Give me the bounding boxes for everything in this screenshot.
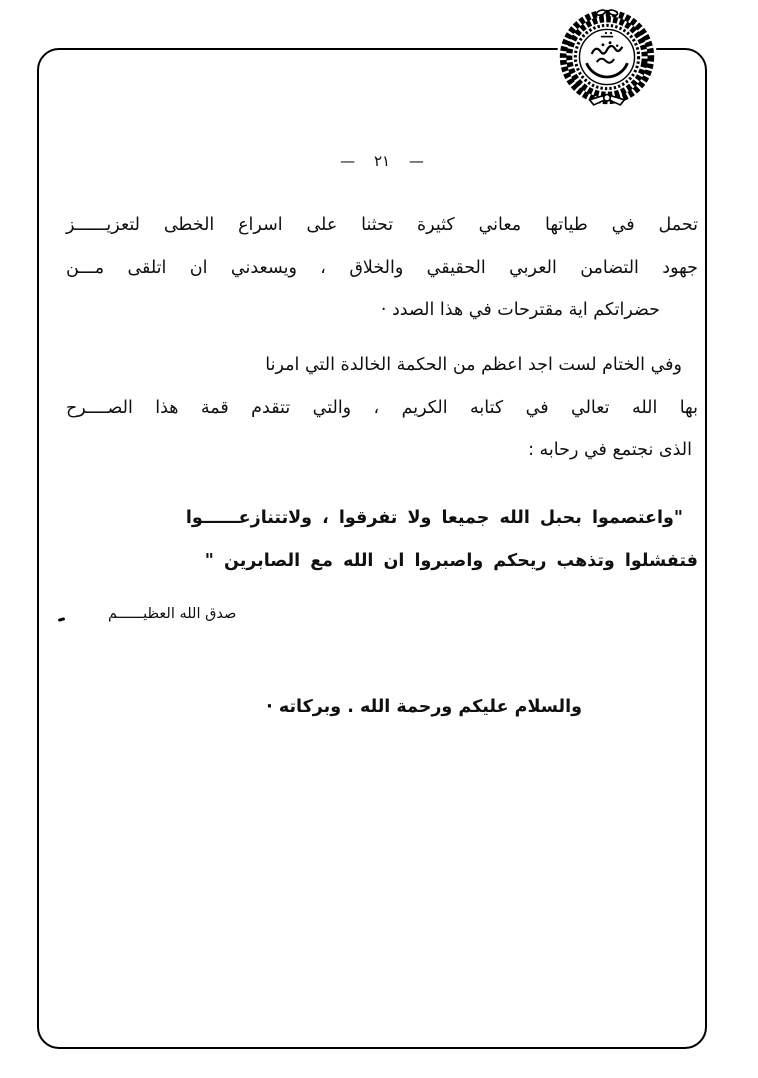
para1-line3: حضراتكم اية مقترحات في هذا الصدد · [380, 300, 660, 320]
para2-line2: بها الله تعالي في كتابه الكريم ، والتي تتقدم قمة هذا الصــــرح [66, 398, 698, 418]
para2-line3: الذى نجتمع في رحابه : [528, 440, 692, 460]
quran-quote-line1: "واعتصموا بحبل الله جميعا ولا تفرقوا ، ولاتتنازعــــــوا [185, 508, 683, 528]
para2-line1: وفي الختام لست اجد اعظم من الحكمة الخالدة التي امرنا [265, 355, 682, 375]
page-number: — ٢١ — [340, 152, 424, 170]
text-area [66, 0, 698, 1078]
para1-line2: جهود التضامن العربي الحقيقي والخلاق ، ويسعدني ان اتلقى مـــن [66, 258, 698, 278]
para1-line1: تحمل في طياتها معاني كثيرة تحثنا على اسراع الخطى لتعزيــــــز [66, 215, 698, 235]
closing-salutation: والسلام عليكم ورحمة الله . وبركاته · [266, 697, 582, 717]
quote-attribution: صدق الله العظيــــــم [108, 606, 237, 622]
quran-quote-line2: فتفشلوا وتذهب ريحكم واصبروا ان الله مع الصابرين " [204, 551, 698, 571]
